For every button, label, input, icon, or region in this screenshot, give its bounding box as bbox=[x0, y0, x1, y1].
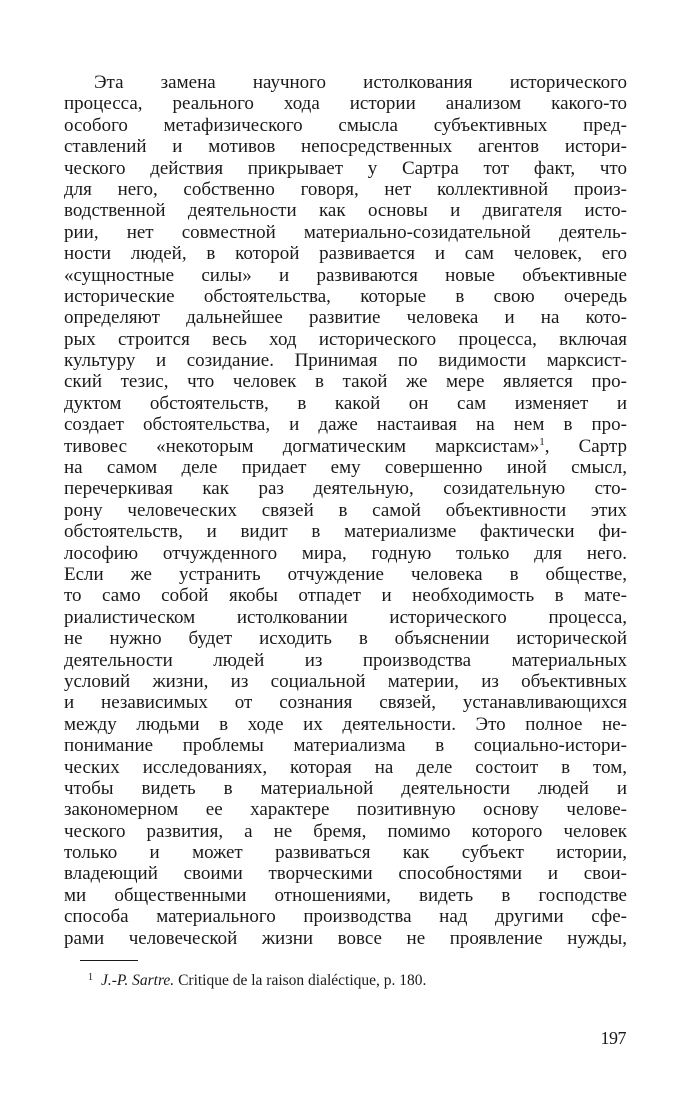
text-line: для него, собственно говоря, нет коллективной произ- bbox=[64, 178, 627, 200]
text-line: исторические обстоятельства, которые в свою очередь bbox=[64, 285, 627, 307]
footnote bbox=[88, 968, 426, 991]
text-line: риалистическом истолковании исторического процесса, bbox=[64, 606, 627, 628]
text-line: то само собой якобы отпадет и необходимость в мате- bbox=[64, 585, 627, 607]
text-line: между людьми в ходе их деятельности. Это полное не- bbox=[64, 713, 627, 735]
text-line-tail: , Сартр bbox=[544, 435, 627, 457]
text-line: процесса, реального хода истории анализом какого-то bbox=[64, 93, 627, 115]
text-line: лософию отчужденного мира, годную только для него. bbox=[64, 542, 627, 564]
footnote-ref: 1 bbox=[539, 435, 545, 448]
text-line: только и может развиваться как субъект истории, bbox=[64, 842, 627, 864]
text-line: создает обстоятельства, и даже настаивая на нем в про- bbox=[64, 414, 627, 436]
body-text bbox=[64, 72, 627, 949]
text-line: владеющий своими творческими способностями и свои- bbox=[64, 863, 627, 885]
text-line: на самом деле придает ему совершенно иной смысл, bbox=[64, 457, 627, 479]
text-line: рами человеческой жизни вовсе не проявление нужды, bbox=[64, 927, 627, 949]
text-line: закономерном ее характере позитивную основу челове- bbox=[64, 799, 627, 821]
text-line: и независимых от сознания связей, устанавливающихся bbox=[64, 692, 627, 714]
text-line: деятельности людей из производства материальных bbox=[64, 649, 627, 671]
footnote-text: Critique de la raison dialéctique, p. 180. bbox=[178, 972, 427, 989]
text-line: ский тезис, что человек в такой же мере является про- bbox=[64, 371, 627, 393]
text-line-with-footnote-ref bbox=[64, 436, 627, 457]
footnote-mark: 1 bbox=[88, 972, 93, 983]
text-line: рону человеческих связей в самой объективности этих bbox=[64, 499, 627, 521]
text-line: Эта замена научного истолкования исторического bbox=[94, 72, 627, 93]
text-line: обстоятельств, и видит в материализме фактически фи- bbox=[64, 521, 627, 543]
text-line: рых строится весь ход исторического процесса, включая bbox=[64, 328, 627, 350]
footnote-author: J.-P. Sartre. bbox=[101, 972, 175, 989]
text-line: понимание проблемы материализма в социально-истори- bbox=[64, 735, 627, 757]
text-line: перечеркивая как раз деятельную, созидательную сто- bbox=[64, 478, 627, 500]
text-line: Если же устранить отчуждение человека в обществе, bbox=[64, 563, 627, 585]
text-line: особого метафизического смысла субъективных пред- bbox=[64, 114, 627, 136]
page-number: 197 bbox=[600, 1028, 626, 1048]
text-line: ческих исследованиях, которая на деле состоит в том, bbox=[64, 756, 627, 778]
text-line: способа материального производства над другими сфе- bbox=[64, 906, 627, 928]
text-line: чтобы видеть в материальной деятельности людей и bbox=[64, 777, 627, 799]
text-line: не нужно будет исходить в объяснении исторической bbox=[64, 628, 627, 650]
text-line-part: тивовес «некоторым догматическим марксистам» bbox=[64, 435, 540, 457]
text-line: ставлений и мотивов непосредственных агентов истори- bbox=[64, 136, 627, 158]
footnote-divider bbox=[80, 960, 138, 961]
text-line: ми общественными отношениями, видеть в господстве bbox=[64, 884, 627, 906]
text-line: ческого действия прикрывает у Сартра тот факт, что bbox=[64, 157, 627, 179]
text-line: культуру и созидание. Принимая по видимости марксист- bbox=[64, 350, 627, 372]
text-line: ческого развития, а не бремя, помимо которого человек bbox=[64, 820, 627, 842]
text-line: «сущностные силы» и развиваются новые объективные bbox=[64, 264, 627, 286]
text-line: условий жизни, из социальной материи, из объективных bbox=[64, 670, 627, 692]
text-line: ности людей, в которой развивается и сам человек, его bbox=[64, 243, 627, 265]
text-line: дуктом обстоятельств, в какой он сам изменяет и bbox=[64, 392, 627, 414]
text-line: определяют дальнейшее развитие человека и на кото- bbox=[64, 307, 627, 329]
text-line: рии, нет совместной материально-созидательной деятель- bbox=[64, 221, 627, 243]
text-line: водственной деятельности как основы и двигателя исто- bbox=[64, 200, 627, 222]
